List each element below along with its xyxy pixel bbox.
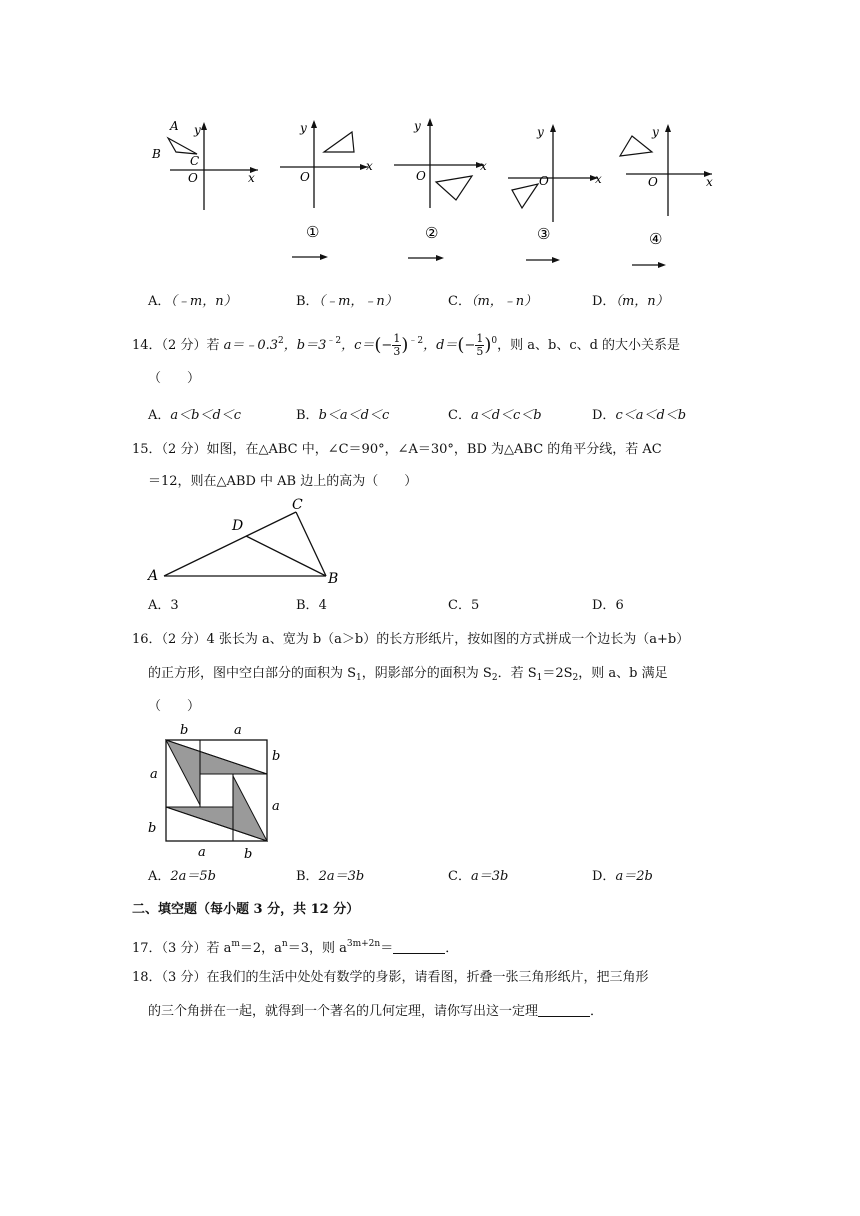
q14-answer-blank: （ ） bbox=[148, 371, 201, 386]
label-right-a: a bbox=[272, 799, 280, 814]
label-top-a: a bbox=[234, 723, 242, 738]
q15-triangle-figure bbox=[146, 496, 346, 588]
y-axis-label: y bbox=[300, 121, 307, 135]
graph-caption: ① bbox=[306, 223, 320, 241]
option-a[interactable]: A．3 bbox=[148, 598, 179, 613]
origin-label: O bbox=[648, 175, 658, 189]
option-d[interactable]: D．a＝2b bbox=[592, 869, 653, 884]
x-axis-label: x bbox=[248, 171, 255, 185]
y-axis-label: y bbox=[194, 123, 201, 137]
origin-label: O bbox=[188, 171, 198, 185]
q13-graph-2 bbox=[394, 118, 487, 261]
answer-blank[interactable] bbox=[538, 1004, 590, 1017]
option-c[interactable]: C．（m，﹣n） bbox=[448, 294, 538, 309]
option-b[interactable]: B．2a＝3b bbox=[296, 869, 365, 884]
label-d: D bbox=[232, 518, 244, 534]
q16-line-1: 16．（2 分）4 张长为 a、宽为 b（a＞b）的长方形纸片，按如图的方式拼成一个边长为（a+b） bbox=[132, 632, 690, 647]
vertex-c-label: C bbox=[190, 154, 200, 168]
q13-graph-4 bbox=[620, 124, 713, 268]
option-a[interactable]: A．2a＝5b bbox=[148, 869, 217, 884]
y-axis-label: y bbox=[537, 125, 544, 139]
label-right-b: b bbox=[272, 749, 281, 764]
option-c[interactable]: C．a＜d＜c＜b bbox=[448, 408, 542, 423]
y-axis-label: y bbox=[414, 119, 421, 133]
option-c[interactable]: C．5 bbox=[448, 598, 480, 613]
option-d[interactable]: D．（m，n） bbox=[592, 294, 669, 309]
origin-label: O bbox=[539, 174, 549, 188]
q13-graph-3 bbox=[508, 124, 602, 263]
label-bottom-b: b bbox=[244, 847, 253, 862]
q18-line-1: 18．（3 分）在我们的生活中处处有数学的身影，请看图，折叠一张三角形纸片，把三角形 bbox=[132, 970, 649, 985]
fraction-d: $\frac{1}{5}$ bbox=[476, 332, 484, 358]
q18-line-2: 的三个角拼在一起，就得到一个著名的几何定理，请你写出这一定理 ． bbox=[148, 1004, 604, 1019]
graph-caption: ③ bbox=[537, 225, 551, 243]
y-axis-label: y bbox=[652, 125, 659, 139]
vertex-b-label: B bbox=[152, 147, 161, 161]
option-b[interactable]: B．4 bbox=[296, 598, 327, 613]
x-axis-label: x bbox=[366, 159, 373, 173]
label-c: C bbox=[292, 497, 303, 513]
graph-caption: ④ bbox=[649, 230, 663, 248]
option-a[interactable]: A．（﹣m，n） bbox=[148, 294, 237, 309]
label-b: B bbox=[328, 571, 339, 587]
q17-question: 17．（3 分）若 $a^m=2$，$a^n=3$，则 $a^{3m+2n}=$ ． bbox=[132, 939, 459, 956]
option-d[interactable]: D．c＜a＜d＜b bbox=[592, 408, 687, 423]
origin-label: O bbox=[416, 169, 426, 183]
option-d[interactable]: D．6 bbox=[592, 598, 624, 613]
option-b[interactable]: B．（﹣m，﹣n） bbox=[296, 294, 398, 309]
q14-question: 14．（2 分）若 $a=﹣0.3^2$，$b=3^{﹣2}$，c＝(− $\frac{1}{3}$ )$^{﹣2}$，d＝(− $\frac{1}{5}$ )$^0$，则 a、b、c、d 的大小关系是 bbox=[132, 332, 681, 358]
graph-caption: ② bbox=[425, 224, 439, 242]
q16-answer-blank: （ ） bbox=[148, 699, 201, 714]
x-axis-label: x bbox=[595, 172, 602, 186]
option-c[interactable]: C．a＝3b bbox=[448, 869, 509, 884]
q15-line-2: ＝12，则在△ABD 中 AB 边上的高为（ ） bbox=[148, 474, 418, 489]
answer-blank[interactable] bbox=[393, 941, 445, 954]
label-top-b: b bbox=[180, 723, 189, 738]
q15-line-1: 15．（2 分）如图，在△ABC 中，∠C＝90°，∠A＝30°，BD 为△ABC 的角平分线，若 AC bbox=[132, 442, 662, 457]
q13-graph-1 bbox=[280, 120, 373, 260]
q16-square-figure bbox=[142, 718, 287, 863]
vertex-a-label: A bbox=[170, 119, 179, 133]
q16-line-2: 的正方形，图中空白部分的面积为 $S_1$，阴影部分的面积为 $S_2$．若 $S_1=2S_2$，则 a、b 满足 bbox=[148, 666, 668, 683]
label-bottom-a: a bbox=[198, 845, 206, 860]
q13-graphs-figure bbox=[140, 112, 730, 277]
option-a[interactable]: A．a＜b＜d＜c bbox=[148, 408, 242, 423]
label-left-b: b bbox=[148, 821, 157, 836]
x-axis-label: x bbox=[480, 159, 487, 173]
fraction-c: $\frac{1}{3}$ bbox=[393, 332, 401, 358]
label-a: A bbox=[148, 568, 159, 584]
option-b[interactable]: B．b＜a＜d＜c bbox=[296, 408, 390, 423]
q13-graph-original bbox=[151, 119, 258, 210]
x-axis-label: x bbox=[706, 175, 713, 189]
section-heading: 二、填空题（每小题 3 分，共 12 分） bbox=[132, 902, 360, 917]
origin-label: O bbox=[300, 170, 310, 184]
label-left-a: a bbox=[150, 767, 158, 782]
